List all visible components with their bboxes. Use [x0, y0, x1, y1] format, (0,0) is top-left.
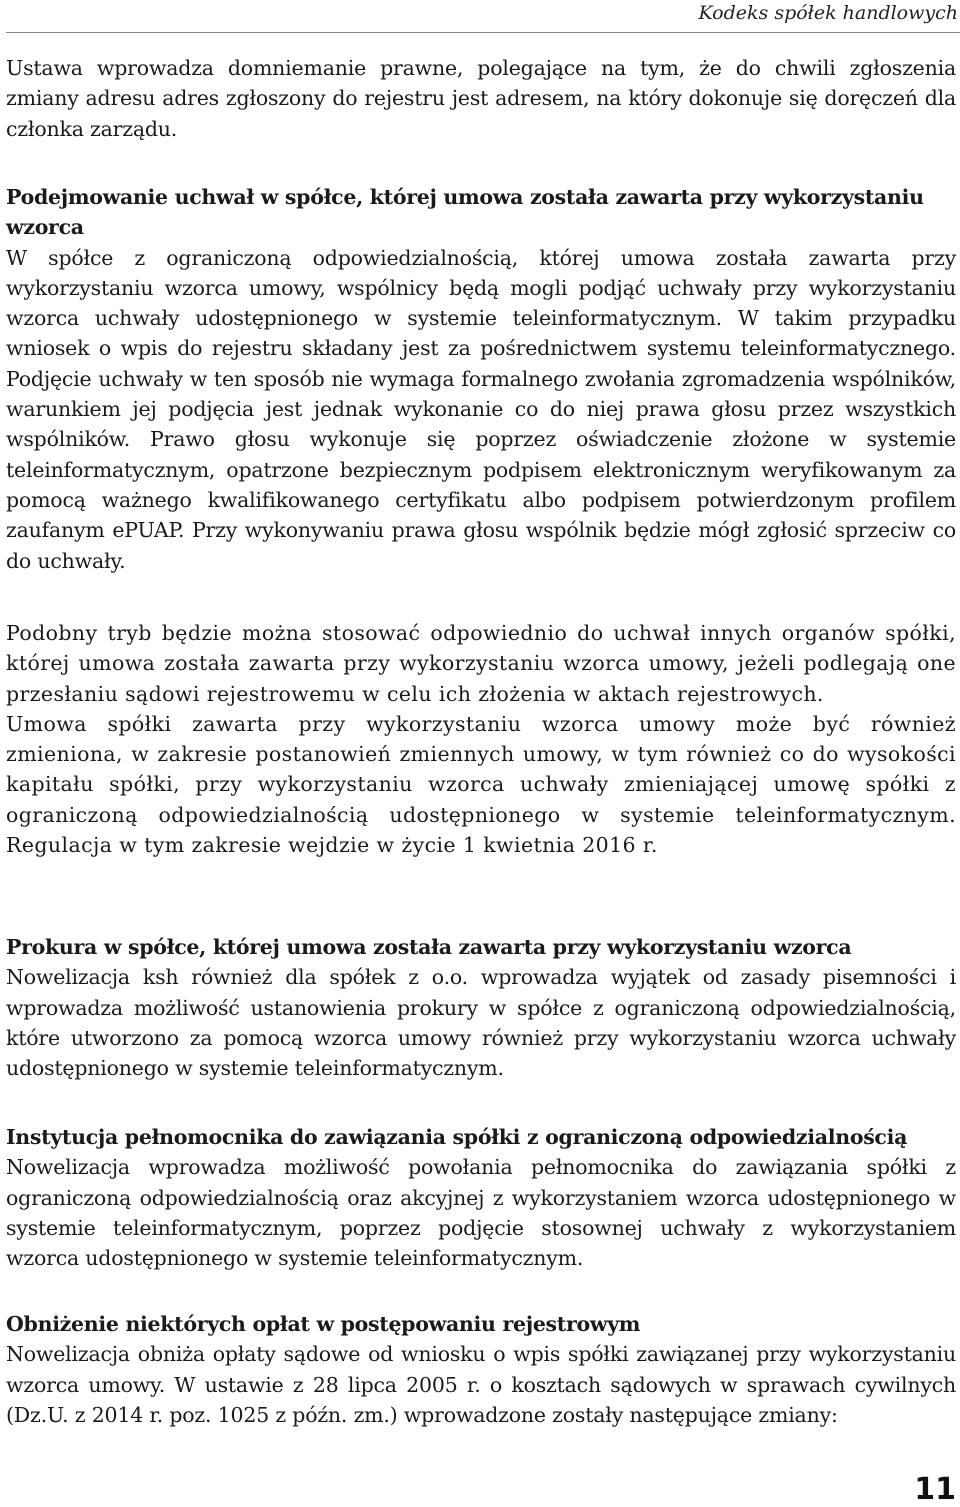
running-header-title: Kodeks spółek handlowych	[698, 2, 958, 24]
page-number: 11	[914, 1472, 956, 1507]
section-proxy	[6, 1122, 956, 1273]
section-intro	[6, 53, 956, 144]
header-rule	[6, 32, 960, 33]
section-heading: Prokura w spółce, której umowa została zawarta przy wykorzystaniu wzorca	[6, 935, 852, 959]
section-heading: Instytucja pełnomocnika do zawiązania spółki z ograniczoną odpowiedzialnością	[6, 1125, 908, 1149]
section-prokura	[6, 932, 956, 1083]
paragraph: Ustawa wprowadza domniemanie prawne, polegające na tym, że do chwili zgłoszenia zmiany adresu adres zgłoszony do rejestru jest adresem, na który dokonuje się doręczeń dla członka zarządu.	[6, 56, 956, 141]
paragraph: Nowelizacja ksh również dla spółek z o.o. wprowadza wyjątek od zasady pisemności i wprowadza możliwość ustanowienia prokury w spółce z ograniczoną odpowiedzialnością, które utworzono za pomocą wzorca umowy również przy wykorzystaniu wzorca uchwały udostępnionego w systemie teleinformatycznym.	[6, 965, 956, 1081]
section-fees	[6, 1309, 956, 1430]
section-resolutions	[6, 182, 956, 576]
section-heading: Podejmowanie uchwał w spółce, której umowa została zawarta przy wykorzystaniu wzorca	[6, 185, 924, 240]
paragraph: Umowa spółki zawarta przy wykorzystaniu wzorca umowy może być również zmieniona, w zakresie postanowień zmiennych umowy, w tym również co do wysokości kapitału spółki, przy wykorzystaniu wzorca uchwały zmieniającej umowę spółki z ograniczoną odpowiedzialnością udostępnionego w systemie teleinformatycznym. Regulacja w tym zakresie wejdzie w życie 1 kwietnia 2016 r.	[6, 711, 956, 858]
section-similar-procedure	[6, 618, 956, 860]
section-heading: Obniżenie niektórych opłat w postępowaniu rejestrowym	[6, 1312, 641, 1336]
paragraph: W spółce z ograniczoną odpowiedzialnością, której umowa została zawarta przy wykorzystaniu wzorca umowy, wspólnicy będą mogli podjąć uchwały przy wykorzystaniu wzorca uchwały udostępnionego w systemie teleinformatycznym. W takim przypadku wniosek o wpis do rejestru składany jest za pośrednictwem systemu teleinformatycznego. Podjęcie uchwały w ten sposób nie wymaga formalnego zwołania zgromadzenia wspólników, warunkiem jej podjęcia jest jednak wykonanie co do niej prawa głosu przez wszystkich wspólników. Prawo głosu wykonuje się poprzez oświadczenie złożone w systemie teleinformatycznym, opatrzone bezpiecznym podpisem elektronicznym weryfikowanym za pomocą ważnego kwalifikowanego certyfikatu albo podpisem potwierdzonym profilem zaufanym ePUAP. Przy wykonywaniu prawa głosu wspólnik będzie mógł zgłosić sprzeciw co do uchwały.	[6, 245, 956, 573]
paragraph: Nowelizacja obniża opłaty sądowe od wniosku o wpis spółki zawiązanej przy wykorzystaniu wzorca umowy. W ustawie z 28 lipca 2005 r. o kosztach sądowych w sprawach cywilnych (Dz.U. z 2014 r. poz. 1025 z późn. zm.) wprowadzone zostały następujące zmiany:	[6, 1342, 956, 1427]
paragraph: Podobny tryb będzie można stosować odpowiednio do uchwał innych organów spółki, której umowa została zawarta przy wykorzystaniu wzorca umowy, jeżeli podlegają one przesłaniu sądowi rejestrowemu w celu ich złożenia w aktach rejestrowych.	[6, 621, 956, 706]
paragraph: Nowelizacja wprowadza możliwość powołania pełnomocnika do zawiązania spółki z ograniczoną odpowiedzialnością oraz akcyjnej z wykorzystaniem wzorca udostępnionego w systemie teleinformatycznym, poprzez podjęcie stosownej uchwały z wykorzystaniem wzorca udostępnionego w systemie teleinformatycznym.	[6, 1155, 956, 1271]
